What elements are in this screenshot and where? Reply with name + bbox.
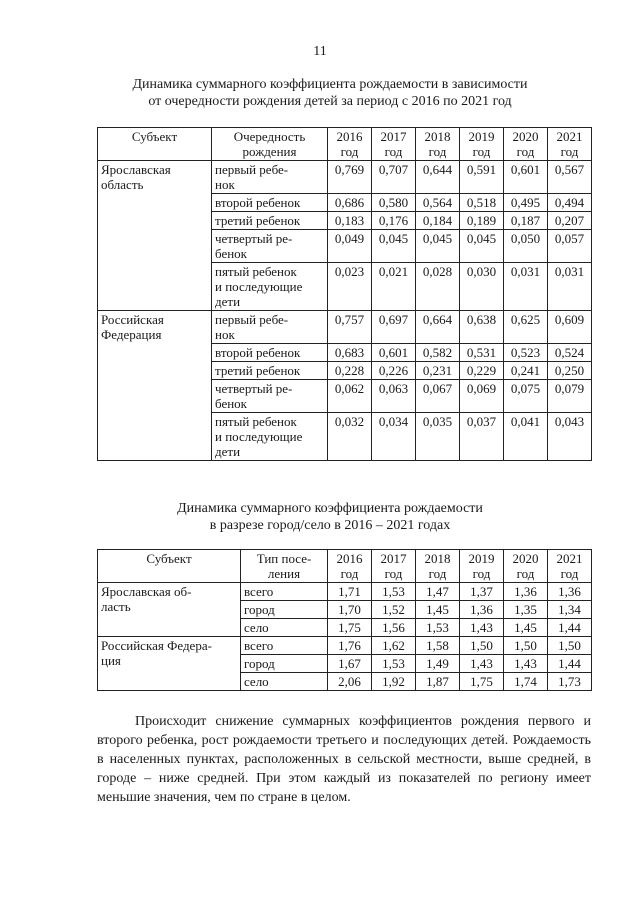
year-header-line: 2021 <box>556 129 583 144</box>
value-cell: 0,062 <box>328 380 372 413</box>
birth-order-label <box>212 230 328 263</box>
year-header-line: год <box>472 144 491 159</box>
birth-order-label-line: и последующие <box>215 279 303 294</box>
birth-order-label-line: бенок <box>215 246 247 261</box>
birth-order-label-line: первый ребе- <box>215 312 289 327</box>
value-cell: 1,50 <box>504 637 548 655</box>
year-header-line: год <box>340 566 359 581</box>
value-cell: 0,043 <box>548 413 592 461</box>
year-header-line: год <box>516 566 535 581</box>
birth-order-label <box>212 194 328 212</box>
settlement-type-label: всего <box>241 583 328 601</box>
order-header-line: Очередность <box>233 129 306 144</box>
year-header-line: 2020 <box>512 551 539 566</box>
value-cell: 0,580 <box>372 194 416 212</box>
value-cell: 0,591 <box>460 161 504 194</box>
settlement-type-label: всего <box>241 637 328 655</box>
year-header-line: год <box>384 144 403 159</box>
value-cell: 0,707 <box>372 161 416 194</box>
value-cell: 1,58 <box>416 637 460 655</box>
table2-title-line: Динамика суммарного коэффициента рождаемости <box>177 501 483 516</box>
year-header <box>548 128 592 161</box>
birth-order-label <box>212 362 328 380</box>
header-row <box>98 128 592 161</box>
value-cell: 1,47 <box>416 583 460 601</box>
year-header-line: 2021 <box>556 551 583 566</box>
value-cell: 1,49 <box>416 655 460 673</box>
year-header-line: 2019 <box>468 551 495 566</box>
value-cell: 0,686 <box>328 194 372 212</box>
value-cell: 0,531 <box>460 344 504 362</box>
year-header-line: год <box>428 144 447 159</box>
value-cell: 0,664 <box>416 311 460 344</box>
year-header-line: 2017 <box>380 551 407 566</box>
value-cell: 0,769 <box>328 161 372 194</box>
subject-header: Субъект <box>98 550 241 583</box>
value-cell: 0,035 <box>416 413 460 461</box>
year-header-line: 2020 <box>512 129 539 144</box>
subject-cell <box>98 161 212 311</box>
birth-order-label-line: пятый ребенок <box>215 264 297 279</box>
table-row <box>98 583 592 601</box>
year-header <box>328 550 372 583</box>
table1-title <box>60 76 600 110</box>
value-cell: 0,030 <box>460 263 504 311</box>
subject-cell-line: Ярославская об- <box>101 584 192 599</box>
value-cell: 1,76 <box>328 637 372 655</box>
year-header <box>460 550 504 583</box>
subject-cell-line: область <box>101 177 144 192</box>
year-header <box>416 550 460 583</box>
year-header-line: год <box>384 566 403 581</box>
value-cell: 0,524 <box>548 344 592 362</box>
value-cell: 0,028 <box>416 263 460 311</box>
year-header-line: год <box>428 566 447 581</box>
value-cell: 0,067 <box>416 380 460 413</box>
subject-cell-line: ласть <box>101 599 131 614</box>
birth-order-label-line: третий ребенок <box>215 363 301 378</box>
value-cell: 1,75 <box>328 619 372 637</box>
birth-order-label-line: четвертый ре- <box>215 381 293 396</box>
value-cell: 0,638 <box>460 311 504 344</box>
year-header-line: год <box>516 144 535 159</box>
year-header <box>548 550 592 583</box>
value-cell: 1,53 <box>372 583 416 601</box>
value-cell: 2,06 <box>328 673 372 691</box>
subject-cell <box>98 311 212 461</box>
value-cell: 0,189 <box>460 212 504 230</box>
table1-title-line: Динамика суммарного коэффициента рождаемости в зависимости <box>132 77 528 92</box>
value-cell: 0,564 <box>416 194 460 212</box>
value-cell: 0,757 <box>328 311 372 344</box>
value-cell: 0,567 <box>548 161 592 194</box>
value-cell: 0,187 <box>504 212 548 230</box>
value-cell: 0,176 <box>372 212 416 230</box>
value-cell: 0,069 <box>460 380 504 413</box>
subject-cell-line: Российская Федера- <box>101 638 212 653</box>
header-row <box>98 550 592 583</box>
value-cell: 0,023 <box>328 263 372 311</box>
value-cell: 1,70 <box>328 601 372 619</box>
year-header-line: 2017 <box>380 129 407 144</box>
year-header-line: 2018 <box>424 551 451 566</box>
value-cell: 1,74 <box>504 673 548 691</box>
table-row <box>98 311 592 344</box>
value-cell: 1,52 <box>372 601 416 619</box>
subject-cell-line: Федерация <box>101 327 162 342</box>
year-header <box>372 550 416 583</box>
page-number: 11 <box>313 44 327 59</box>
settlement-type-label: город <box>241 655 328 673</box>
value-cell: 1,35 <box>504 601 548 619</box>
year-header-line: год <box>472 566 491 581</box>
birth-order-label <box>212 344 328 362</box>
settlement-type-label: село <box>241 673 328 691</box>
urban-rural-table <box>97 549 592 691</box>
settlement-type-header-line: ления <box>267 566 301 581</box>
table1-title-line: от очередности рождения детей за период с 2016 по 2021 год <box>148 94 512 109</box>
value-cell: 0,049 <box>328 230 372 263</box>
value-cell: 0,057 <box>548 230 592 263</box>
value-cell: 1,44 <box>548 655 592 673</box>
birth-order-label-line: первый ребе- <box>215 162 289 177</box>
subject-cell <box>98 583 241 637</box>
order-header <box>212 128 328 161</box>
table2-title-line: в разрезе город/село в 2016 – 2021 годах <box>209 518 451 533</box>
value-cell: 0,075 <box>504 380 548 413</box>
value-cell: 1,45 <box>504 619 548 637</box>
value-cell: 1,62 <box>372 637 416 655</box>
value-cell: 1,87 <box>416 673 460 691</box>
subject-header: Субъект <box>98 128 212 161</box>
value-cell: 1,37 <box>460 583 504 601</box>
value-cell: 0,229 <box>460 362 504 380</box>
year-header-line: год <box>560 566 579 581</box>
value-cell: 0,250 <box>548 362 592 380</box>
subject-cell-line: ция <box>101 653 121 668</box>
birth-order-label-line: четвертый ре- <box>215 231 293 246</box>
year-header <box>416 128 460 161</box>
value-cell: 0,041 <box>504 413 548 461</box>
birth-order-label <box>212 263 328 311</box>
value-cell: 0,518 <box>460 194 504 212</box>
birth-order-table <box>97 127 592 461</box>
value-cell: 1,43 <box>460 619 504 637</box>
value-cell: 1,36 <box>548 583 592 601</box>
value-cell: 0,063 <box>372 380 416 413</box>
value-cell: 0,079 <box>548 380 592 413</box>
value-cell: 1,44 <box>548 619 592 637</box>
value-cell: 0,184 <box>416 212 460 230</box>
conclusion-paragraph <box>97 712 591 807</box>
value-cell: 0,601 <box>504 161 548 194</box>
year-header-line: год <box>340 144 359 159</box>
birth-order-label <box>212 161 328 194</box>
year-header <box>328 128 372 161</box>
birth-order-label <box>212 413 328 461</box>
value-cell: 1,67 <box>328 655 372 673</box>
value-cell: 0,625 <box>504 311 548 344</box>
birth-order-label-line: третий ребенок <box>215 213 301 228</box>
year-header <box>504 550 548 583</box>
table-row <box>98 637 592 655</box>
value-cell: 0,601 <box>372 344 416 362</box>
birth-order-label-line: нок <box>215 327 235 342</box>
birth-order-label-line: и последующие <box>215 429 303 444</box>
value-cell: 0,495 <box>504 194 548 212</box>
value-cell: 0,045 <box>460 230 504 263</box>
value-cell: 1,43 <box>460 655 504 673</box>
value-cell: 1,53 <box>372 655 416 673</box>
subject-cell-line: Ярославская <box>101 162 171 177</box>
birth-order-label-line: нок <box>215 177 235 192</box>
value-cell: 0,034 <box>372 413 416 461</box>
subject-cell-line: Российская <box>101 312 164 327</box>
value-cell: 0,609 <box>548 311 592 344</box>
value-cell: 1,56 <box>372 619 416 637</box>
value-cell: 1,45 <box>416 601 460 619</box>
birth-order-label <box>212 311 328 344</box>
value-cell: 0,183 <box>328 212 372 230</box>
birth-order-label-line: бенок <box>215 396 247 411</box>
value-cell: 1,34 <box>548 601 592 619</box>
birth-order-label-line: дети <box>215 444 241 459</box>
table2-title <box>60 500 600 534</box>
value-cell: 0,228 <box>328 362 372 380</box>
value-cell: 0,032 <box>328 413 372 461</box>
year-header-line: 2018 <box>424 129 451 144</box>
birth-order-label-line: второй ребенок <box>215 345 301 360</box>
year-header <box>372 128 416 161</box>
value-cell: 0,523 <box>504 344 548 362</box>
value-cell: 0,494 <box>548 194 592 212</box>
settlement-type-label: город <box>241 601 328 619</box>
value-cell: 0,031 <box>548 263 592 311</box>
settlement-type-header <box>241 550 328 583</box>
value-cell: 0,683 <box>328 344 372 362</box>
order-header-line: рождения <box>242 144 297 159</box>
value-cell: 1,36 <box>504 583 548 601</box>
birth-order-label <box>212 212 328 230</box>
settlement-type-label: село <box>241 619 328 637</box>
year-header-line: 2019 <box>468 129 495 144</box>
value-cell: 0,644 <box>416 161 460 194</box>
settlement-type-header-line: Тип посе- <box>256 551 312 566</box>
birth-order-label-line: пятый ребенок <box>215 414 297 429</box>
value-cell: 0,231 <box>416 362 460 380</box>
value-cell: 0,031 <box>504 263 548 311</box>
birth-order-label-line: дети <box>215 294 241 309</box>
value-cell: 1,50 <box>548 637 592 655</box>
year-header <box>460 128 504 161</box>
value-cell: 0,582 <box>416 344 460 362</box>
value-cell: 0,226 <box>372 362 416 380</box>
value-cell: 1,36 <box>460 601 504 619</box>
value-cell: 1,71 <box>328 583 372 601</box>
value-cell: 0,045 <box>416 230 460 263</box>
value-cell: 0,045 <box>372 230 416 263</box>
value-cell: 1,50 <box>460 637 504 655</box>
value-cell: 0,697 <box>372 311 416 344</box>
value-cell: 1,92 <box>372 673 416 691</box>
value-cell: 0,037 <box>460 413 504 461</box>
value-cell: 0,241 <box>504 362 548 380</box>
value-cell: 0,050 <box>504 230 548 263</box>
value-cell: 1,53 <box>416 619 460 637</box>
conclusion-text: Происходит снижение суммарных коэффициентов рождения первого и второго ребенка, рост рождаемости третьего и последующих детей. Рождаемость в населенных пунктах, расположенных в сельской местности, выше средней, в городе – ниже средней. При этом каждый из показателей по региону имеет меньшие значения, чем по стране в целом. <box>97 714 591 805</box>
year-header-line: 2016 <box>336 551 363 566</box>
value-cell: 0,207 <box>548 212 592 230</box>
birth-order-label-line: второй ребенок <box>215 195 301 210</box>
birth-order-label <box>212 380 328 413</box>
value-cell: 1,75 <box>460 673 504 691</box>
year-header-line: год <box>560 144 579 159</box>
subject-cell <box>98 637 241 691</box>
year-header-line: 2016 <box>336 129 363 144</box>
table-row <box>98 161 592 194</box>
value-cell: 1,43 <box>504 655 548 673</box>
value-cell: 0,021 <box>372 263 416 311</box>
year-header <box>504 128 548 161</box>
value-cell: 1,73 <box>548 673 592 691</box>
